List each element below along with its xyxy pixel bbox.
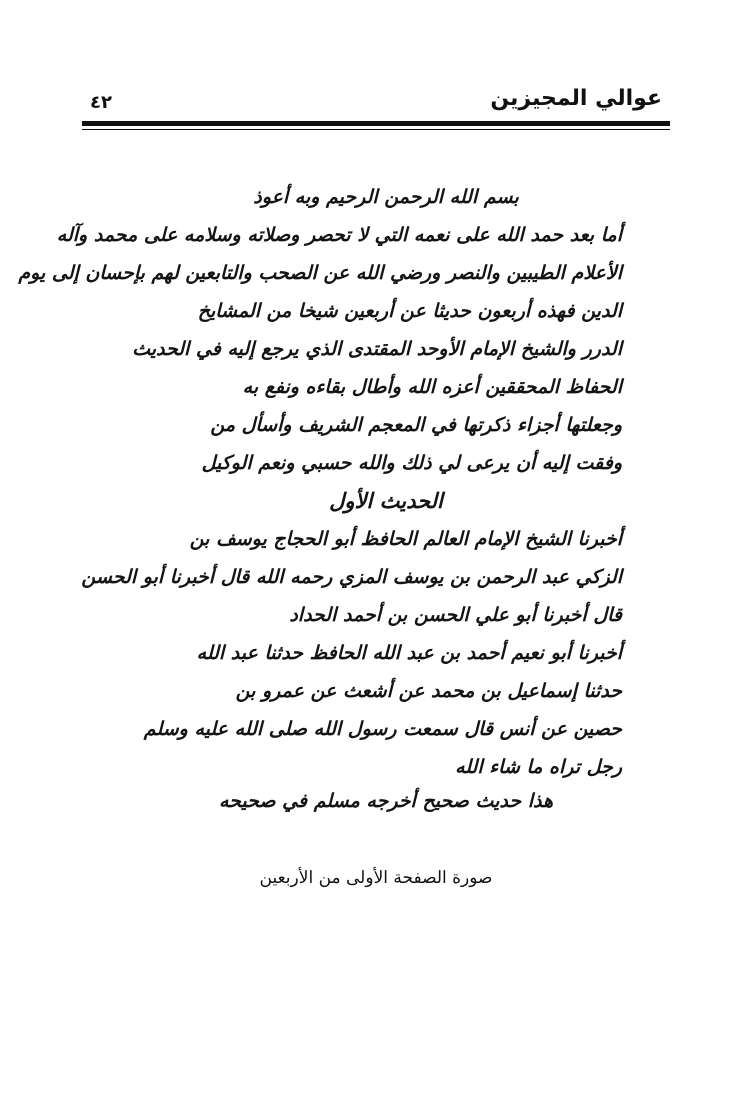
manuscript-line: أخبرنا أبو نعيم أحمد بن عبد الله الحافظ حدثنا عبد الله (196, 642, 622, 664)
manuscript-line: وجعلتها أجزاء ذكرتها في المعجم الشريف وأسأل من (210, 414, 622, 436)
book-title: عوالي المجيزين (490, 86, 662, 111)
manuscript-heading: الحديث الأول (329, 489, 443, 513)
manuscript-line: قال أخبرنا أبو علي الحسن بن أحمد الحداد (289, 604, 622, 626)
manuscript-line: أخبرنا الشيخ الإمام العالم الحافظ أبو الحجاج يوسف بن (189, 528, 622, 550)
header-rule-thin (82, 129, 670, 130)
page-header (82, 88, 670, 122)
manuscript-line: أما بعد حمد الله على نعمه التي لا تحصر وصلاته وسلامه على محمد وآله (56, 224, 622, 246)
manuscript-line: الدين فهذه أربعون حديثا عن أربعين شيخا من المشايخ (197, 300, 622, 322)
manuscript-line: الدرر والشيخ الإمام الأوحد المقتدى الذي يرجع إليه في الحديث (132, 338, 622, 360)
manuscript-line: حدثنا إسماعيل بن محمد عن أشعث عن عمرو بن (235, 680, 622, 702)
manuscript-line: بسم الله الرحمن الرحيم وبه أعوذ (253, 186, 519, 208)
manuscript-line: الحفاظ المحققين أعزه الله وأطال بقاءه ونفع به (242, 376, 622, 398)
page-number: ٤٢ (90, 92, 112, 113)
manuscript-line: هذا حديث صحيح أخرجه مسلم في صحيحه (218, 790, 554, 812)
manuscript-line: حصين عن أنس قال سمعت رسول الله صلى الله عليه وسلم (143, 718, 622, 740)
manuscript-image (18, 178, 622, 818)
manuscript-line: رجل تراه ما شاء الله (455, 756, 622, 778)
manuscript-line: الزكي عبد الرحمن بن يوسف المزي رحمه الله قال أخبرنا أبو الحسن (81, 566, 622, 588)
manuscript-line: الأعلام الطيبين والنصر ورضي الله عن الصحب والتابعين لهم بإحسان إلى يوم (18, 262, 622, 284)
header-rule-thick (82, 121, 670, 126)
figure-caption: صورة الصفحة الأولى من الأربعين (259, 868, 493, 888)
manuscript-line: وفقت إليه أن يرعى لي ذلك والله حسبي ونعم الوكيل (201, 452, 622, 474)
